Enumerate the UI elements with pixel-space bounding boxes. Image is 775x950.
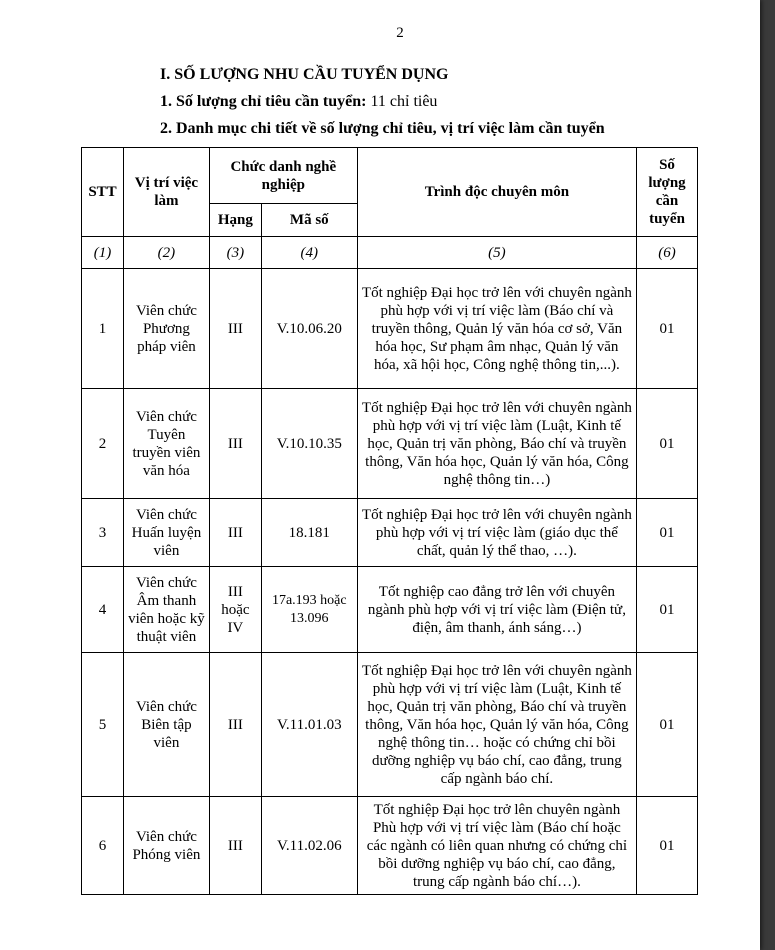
cell-code: V.11.01.03 — [261, 653, 357, 797]
cell-code: V.11.02.06 — [261, 797, 357, 895]
cell-stt: 3 — [82, 499, 124, 567]
index-cell: (1) — [82, 237, 124, 269]
index-cell: (2) — [123, 237, 209, 269]
index-cell: (5) — [357, 237, 636, 269]
table-row — [82, 653, 698, 797]
header-qualification: Trình độc chuyên môn — [357, 148, 636, 237]
index-cell: (6) — [637, 237, 698, 269]
cell-quantity: 01 — [637, 797, 698, 895]
cell-stt: 2 — [82, 389, 124, 499]
cell-rank: III — [209, 797, 261, 895]
header-title-group: Chức danh nghề nghiệp — [209, 148, 357, 204]
header-position: Vị trí việc làm — [123, 148, 209, 237]
table-row — [82, 567, 698, 653]
quota-value: 11 chỉ tiêu — [370, 93, 438, 110]
cell-position: Viên chức Huấn luyện viên — [123, 499, 209, 567]
cell-qualification: Tốt nghiệp Đại học trở lên với chuyên ngành phù hợp với vị trí việc làm (Luật, Kinh tế học, Quản trị văn phòng, Báo chí và truyền thông, Văn hóa học, Quản lý văn hóa, Công nghệ thông tin…) — [357, 389, 636, 499]
cell-position: Viên chức Tuyên truyền viên văn hóa — [123, 389, 209, 499]
cell-qualification: Tốt nghiệp Đại học trở lên với chuyên ngành phù hợp với vị trí việc làm (Luật, Kinh tế học, Quản trị văn phòng, Báo chí và truyền thông, Văn hóa học, Quản lý văn hóa, Công nghệ thông tin… hoặc có chứng chỉ bồi dưỡng nghiệp vụ báo chí, cao đẳng, trung cấp ngành báo chí. — [357, 653, 636, 797]
page-number: 2 — [396, 25, 404, 41]
index-cell: (4) — [261, 237, 357, 269]
quota-label: 1. Số lượng chỉ tiêu cần tuyển: — [160, 93, 367, 110]
header-rank: Hạng — [209, 204, 261, 237]
quota-line — [160, 93, 437, 111]
cell-position: Viên chức Âm thanh viên hoặc kỹ thuật viên — [123, 567, 209, 653]
cell-rank: III hoặc IV — [209, 567, 261, 653]
index-cell: (3) — [209, 237, 261, 269]
cell-position: Viên chức Biên tập viên — [123, 653, 209, 797]
recruitment-table — [81, 147, 698, 895]
cell-stt: 5 — [82, 653, 124, 797]
cell-quantity: 01 — [637, 269, 698, 389]
header-quantity: Số lượng cần tuyển — [637, 148, 698, 237]
cell-rank: III — [209, 499, 261, 567]
cell-qualification: Tốt nghiệp Đại học trở lên chuyên ngành Phù hợp với vị trí việc làm (Báo chí hoặc các ngành có liên quan nhưng có chứng chỉ bồi dưỡng nghiệp vụ báo chí, cao đẳng, trung cấp ngành báo chí…). — [357, 797, 636, 895]
table-row — [82, 499, 698, 567]
header-stt: STT — [82, 148, 124, 237]
cell-stt: 1 — [82, 269, 124, 389]
cell-position: Viên chức Phương pháp viên — [123, 269, 209, 389]
cell-rank: III — [209, 389, 261, 499]
cell-stt: 6 — [82, 797, 124, 895]
cell-stt: 4 — [82, 567, 124, 653]
table-row — [82, 389, 698, 499]
cell-rank: III — [209, 653, 261, 797]
section-title: I. SỐ LƯỢNG NHU CẦU TUYỂN DỤNG — [160, 66, 449, 83]
cell-code: 18.181 — [261, 499, 357, 567]
cell-qualification: Tốt nghiệp Đại học trở lên với chuyên ngành phù hợp với vị trí việc làm (giáo dục thể chất, quản lý thể thao, …). — [357, 499, 636, 567]
cell-quantity: 01 — [637, 499, 698, 567]
detail-title: 2. Danh mục chi tiết về số lượng chỉ tiêu, vị trí việc làm cần tuyển — [160, 120, 605, 137]
cell-rank: III — [209, 269, 261, 389]
table-row — [82, 797, 698, 895]
table-row — [82, 269, 698, 389]
header-code: Mã số — [261, 204, 357, 237]
cell-quantity: 01 — [637, 653, 698, 797]
cell-qualification: Tốt nghiệp Đại học trở lên với chuyên ngành phù hợp với vị trí việc làm (Báo chí và truyền thông, Quản lý văn hóa cơ sở, Văn hóa học, Sư phạm âm nhạc, Quản lý văn hóa, xã hội học, Công nghệ thông tin,...). — [357, 269, 636, 389]
cell-quantity: 01 — [637, 567, 698, 653]
cell-quantity: 01 — [637, 389, 698, 499]
cell-code: 17a.193 hoặc 13.096 — [261, 567, 357, 653]
cell-code: V.10.10.35 — [261, 389, 357, 499]
cell-code: V.10.06.20 — [261, 269, 357, 389]
cell-position: Viên chức Phóng viên — [123, 797, 209, 895]
cell-qualification: Tốt nghiệp cao đẳng trở lên với chuyên ngành phù hợp với vị trí việc làm (Điện tử, điện, âm thanh, ánh sáng…) — [357, 567, 636, 653]
index-row — [82, 237, 698, 269]
